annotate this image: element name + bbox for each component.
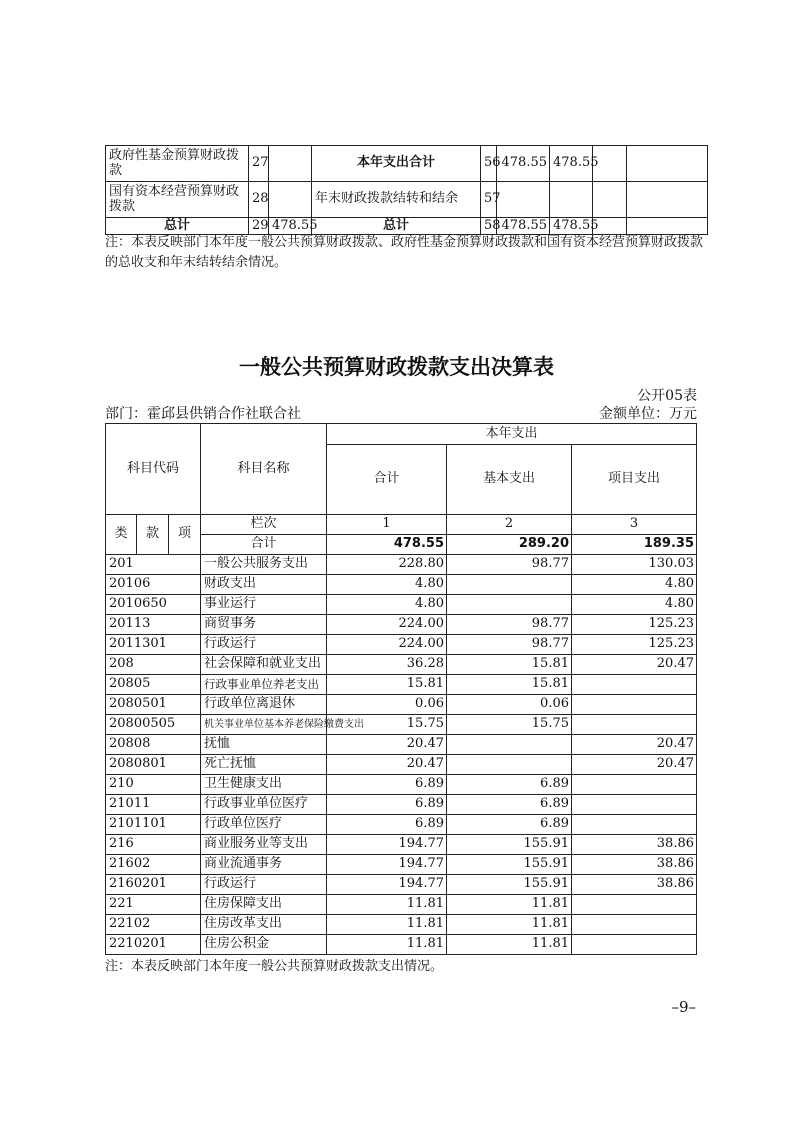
row-right-label: 年末财政拨款结转和结余 <box>312 182 481 218</box>
basic-amount: 11.81 <box>447 915 572 935</box>
header-name: 科目名称 <box>201 424 327 515</box>
row-right-label: 总计 <box>312 218 481 235</box>
subject-code: 20805 <box>106 675 201 695</box>
project-amount: 4.80 <box>572 595 697 615</box>
basic-amount: 11.81 <box>447 935 572 955</box>
subject-name: 住房改革支出 <box>201 915 327 935</box>
total-amount: 20.47 <box>327 735 447 755</box>
total-amount: 194.77 <box>327 855 447 875</box>
total-amount: 6.89 <box>327 775 447 795</box>
table-row <box>106 715 697 735</box>
form-number: 公开05表 <box>637 388 697 404</box>
header-xiang: 项 <box>169 515 201 555</box>
table-body <box>106 555 697 955</box>
subject-code: 20106 <box>106 575 201 595</box>
row-label: 国有资本经营预算财政拨款 <box>106 182 249 218</box>
subject-name: 死亡抚恤 <box>201 755 327 775</box>
subject-name: 住房公积金 <box>201 935 327 955</box>
subject-name: 行政单位医疗 <box>201 815 327 835</box>
unit-label: 金额单位：万元 <box>599 406 697 422</box>
header-group: 本年支出 <box>327 424 697 445</box>
table-row <box>106 795 697 815</box>
project-amount <box>572 815 697 835</box>
row-value <box>550 182 593 218</box>
total-amount: 15.75 <box>327 715 447 735</box>
total-amount: 228.80 <box>327 555 447 575</box>
row-value <box>627 146 708 182</box>
row-number: 27 <box>249 146 269 182</box>
basic-amount: 15.81 <box>447 655 572 675</box>
subject-name: 社会保障和就业支出 <box>201 655 327 675</box>
subject-code: 2080501 <box>106 695 201 715</box>
total-amount: 4.80 <box>327 575 447 595</box>
table-row <box>106 595 697 615</box>
subject-name: 行政运行 <box>201 635 327 655</box>
row-value <box>497 182 550 218</box>
project-amount <box>572 895 697 915</box>
project-amount <box>572 695 697 715</box>
basic-amount: 0.06 <box>447 695 572 715</box>
header-project: 项目支出 <box>572 445 697 515</box>
income-expense-table <box>105 145 708 235</box>
total-project: 189.35 <box>572 535 697 555</box>
project-amount: 38.86 <box>572 835 697 855</box>
subject-name: 财政支出 <box>201 575 327 595</box>
header-row <box>106 515 697 535</box>
table-row <box>106 655 697 675</box>
basic-amount: 6.89 <box>447 795 572 815</box>
header-kuan: 款 <box>137 515 169 555</box>
basic-amount <box>447 735 572 755</box>
header-basic: 基本支出 <box>447 445 572 515</box>
basic-amount: 15.75 <box>447 715 572 735</box>
row-amount: 478.55 <box>269 218 312 235</box>
row-label: 总计 <box>106 218 249 235</box>
row-right-number: 56 <box>481 146 497 182</box>
table-row <box>106 775 697 795</box>
total-label: 合计 <box>201 535 327 555</box>
table-row <box>106 146 708 182</box>
table-row <box>106 555 697 575</box>
basic-amount <box>447 575 572 595</box>
table-row <box>106 815 697 835</box>
header-lei: 类 <box>106 515 137 555</box>
basic-amount: 11.81 <box>447 895 572 915</box>
row-value <box>627 218 708 235</box>
subject-name: 一般公共服务支出 <box>201 555 327 575</box>
subject-code: 20800505 <box>106 715 201 735</box>
row-value: 478.55 <box>550 218 593 235</box>
basic-amount: 6.89 <box>447 775 572 795</box>
total-amount: 6.89 <box>327 815 447 835</box>
subject-name: 事业运行 <box>201 595 327 615</box>
subject-name: 行政单位离退休 <box>201 695 327 715</box>
subject-name: 住房保障支出 <box>201 895 327 915</box>
row-right-number: 58 <box>481 218 497 235</box>
total-amount: 194.77 <box>327 835 447 855</box>
row-number: 28 <box>249 182 269 218</box>
subject-code: 216 <box>106 835 201 855</box>
subject-name: 机关事业单位基本养老保险缴费支出 <box>201 715 327 735</box>
subject-code: 21602 <box>106 855 201 875</box>
table-row <box>106 875 697 895</box>
row-right-label: 本年支出合计 <box>312 146 481 182</box>
basic-amount <box>447 755 572 775</box>
subject-name: 行政运行 <box>201 875 327 895</box>
row-amount <box>269 146 312 182</box>
table-row <box>106 855 697 875</box>
project-amount: 125.23 <box>572 615 697 635</box>
project-amount <box>572 675 697 695</box>
total-amount: 11.81 <box>327 935 447 955</box>
total-amount: 15.81 <box>327 675 447 695</box>
total-amount: 36.28 <box>327 655 447 675</box>
page-title: 一般公共预算财政拨款支出决算表 <box>239 355 554 379</box>
table-row <box>106 575 697 595</box>
project-amount <box>572 935 697 955</box>
expenditure-table <box>105 423 697 955</box>
header-code: 科目代码 <box>106 424 201 515</box>
subject-name: 行政事业单位医疗 <box>201 795 327 815</box>
top-table-note: 注：本表反映部门本年度一般公共预算财政拨款、政府性基金预算财政拨款和国有资本经营预算财政拨款的总收支和年末结转结余情况。 <box>105 235 704 270</box>
total-amount: 194.77 <box>327 875 447 895</box>
row-value: 478.55 <box>497 218 550 235</box>
total-amount: 11.81 <box>327 915 447 935</box>
subject-name: 行政事业单位养老支出 <box>201 675 327 695</box>
project-amount: 20.47 <box>572 655 697 675</box>
basic-amount: 6.89 <box>447 815 572 835</box>
subject-code: 2160201 <box>106 875 201 895</box>
table-row <box>106 615 697 635</box>
subject-code: 221 <box>106 895 201 915</box>
row-value: 478.55 <box>497 146 550 182</box>
subject-name: 商业流通事务 <box>201 855 327 875</box>
row-amount <box>269 182 312 218</box>
basic-amount: 98.77 <box>447 555 572 575</box>
total-amount: 4.80 <box>327 595 447 615</box>
subject-code: 21011 <box>106 795 201 815</box>
total-amount: 20.47 <box>327 755 447 775</box>
project-amount: 38.86 <box>572 875 697 895</box>
header-col-number: 3 <box>572 515 697 535</box>
row-number: 29 <box>249 218 269 235</box>
total-basic: 289.20 <box>447 535 572 555</box>
row-value <box>627 182 708 218</box>
project-amount: 20.47 <box>572 735 697 755</box>
table-row <box>106 735 697 755</box>
subject-code: 2011301 <box>106 635 201 655</box>
table-row <box>106 218 708 235</box>
project-amount <box>572 775 697 795</box>
total-amount: 224.00 <box>327 615 447 635</box>
total-amount: 6.89 <box>327 795 447 815</box>
subject-code: 2101101 <box>106 815 201 835</box>
project-amount: 4.80 <box>572 575 697 595</box>
subject-code: 2210201 <box>106 935 201 955</box>
project-amount: 38.86 <box>572 855 697 875</box>
basic-amount: 155.91 <box>447 855 572 875</box>
table-row <box>106 915 697 935</box>
subject-name: 卫生健康支出 <box>201 775 327 795</box>
subject-name: 抚恤 <box>201 735 327 755</box>
total-amount: 478.55 <box>327 535 447 555</box>
table-row <box>106 755 697 775</box>
project-amount: 130.03 <box>572 555 697 575</box>
project-amount: 125.23 <box>572 635 697 655</box>
project-amount <box>572 915 697 935</box>
basic-amount: 155.91 <box>447 835 572 855</box>
row-label: 政府性基金预算财政拨款 <box>106 146 249 182</box>
header-col-number: 1 <box>327 515 447 535</box>
subject-code: 2010650 <box>106 595 201 615</box>
basic-amount: 155.91 <box>447 875 572 895</box>
header-total: 合计 <box>327 445 447 515</box>
subject-code: 208 <box>106 655 201 675</box>
project-amount: 20.47 <box>572 755 697 775</box>
header-col-number: 2 <box>447 515 572 535</box>
header-row <box>106 424 697 445</box>
table-row <box>106 935 697 955</box>
row-right-number: 57 <box>481 182 497 218</box>
department-label: 部门：霍邱县供销合作社联合社 <box>105 406 301 422</box>
header-lanci: 栏次 <box>201 515 327 535</box>
row-value <box>593 182 627 218</box>
total-amount: 0.06 <box>327 695 447 715</box>
subject-code: 22102 <box>106 915 201 935</box>
total-amount: 11.81 <box>327 895 447 915</box>
basic-amount: 98.77 <box>447 615 572 635</box>
basic-amount: 15.81 <box>447 675 572 695</box>
row-value: 478.55 <box>550 146 593 182</box>
subject-code: 210 <box>106 775 201 795</box>
total-amount: 224.00 <box>327 635 447 655</box>
subject-name: 商贸事务 <box>201 615 327 635</box>
project-amount <box>572 795 697 815</box>
project-amount <box>572 715 697 735</box>
subject-code: 20113 <box>106 615 201 635</box>
subject-name: 商业服务业等支出 <box>201 835 327 855</box>
subject-code: 20808 <box>106 735 201 755</box>
table-row <box>106 695 697 715</box>
table-row <box>106 182 708 218</box>
basic-amount <box>447 595 572 615</box>
table-row <box>106 895 697 915</box>
main-table-note: 注：本表反映部门本年度一般公共预算财政拨款支出情况。 <box>105 959 444 974</box>
basic-amount: 98.77 <box>447 635 572 655</box>
subject-code: 201 <box>106 555 201 575</box>
page-number: –9– <box>671 998 696 1016</box>
table-row <box>106 635 697 655</box>
table-row <box>106 675 697 695</box>
table-row <box>106 835 697 855</box>
subject-code: 2080801 <box>106 755 201 775</box>
